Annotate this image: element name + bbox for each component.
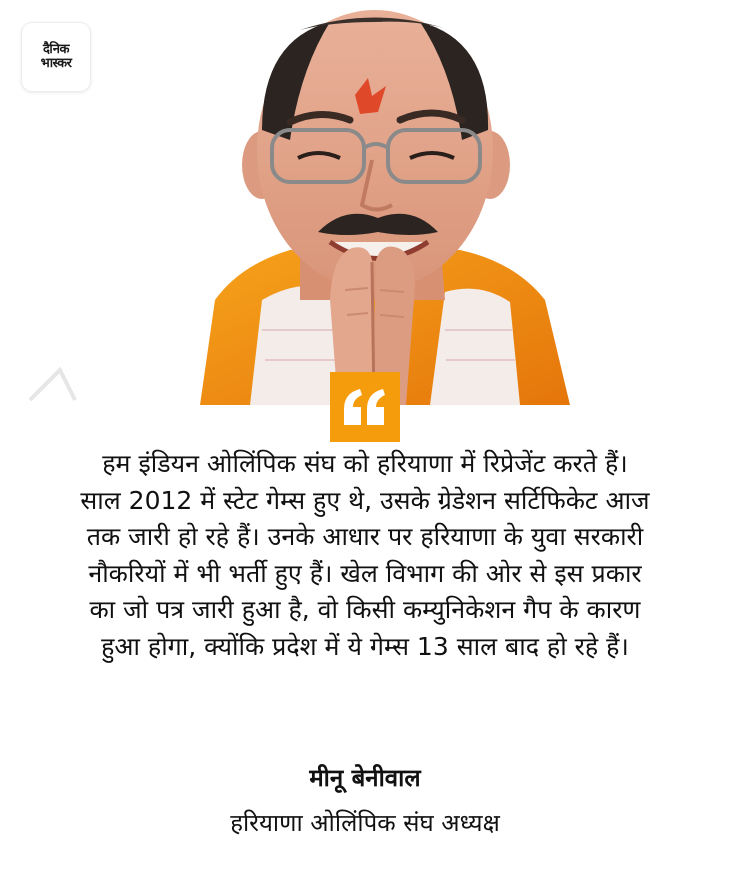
quote-line: हम इंडियन ओलिंपिक संघ को हरियाणा में रिप्रेजेंट करते हैं।: [102, 449, 628, 478]
author-title: हरियाणा ओलिंपिक संघ अध्यक्ष: [230, 809, 500, 837]
quote-line: साल 2012 में स्टेट गेम्स हुए थे, उसके ग्रेडेशन सर्टिफिकेट आज: [80, 485, 650, 515]
logo-line-1: दैनिक: [43, 42, 69, 58]
logo-line-2: भास्कर: [40, 56, 72, 71]
quote-line: हुआ होगा, क्योंकि प्रदेश में ये गेम्स 13 साल बाद हो रहे हैं।: [101, 631, 629, 661]
quote-mark-icon: [342, 387, 388, 427]
person-portrait: [0, 0, 730, 405]
author-name: मीनू बेनीवाल: [309, 764, 421, 792]
quote-text: [35, 446, 695, 665]
quote-line: तक जारी हो रहे हैं। उनके आधार पर हरियाणा के युवा सरकारी: [86, 522, 644, 551]
quote-line: नौकरियों में भी भर्ती हुए हैं। खेल विभाग की ओर से इस प्रकार: [88, 558, 642, 588]
quote-mark-box: [330, 372, 400, 442]
dainik-bhaskar-logo[interactable]: [22, 23, 90, 91]
quote-line: का जो पत्र जारी हुआ है, वो किसी कम्युनिकेशन गैप के कारण: [89, 595, 641, 624]
